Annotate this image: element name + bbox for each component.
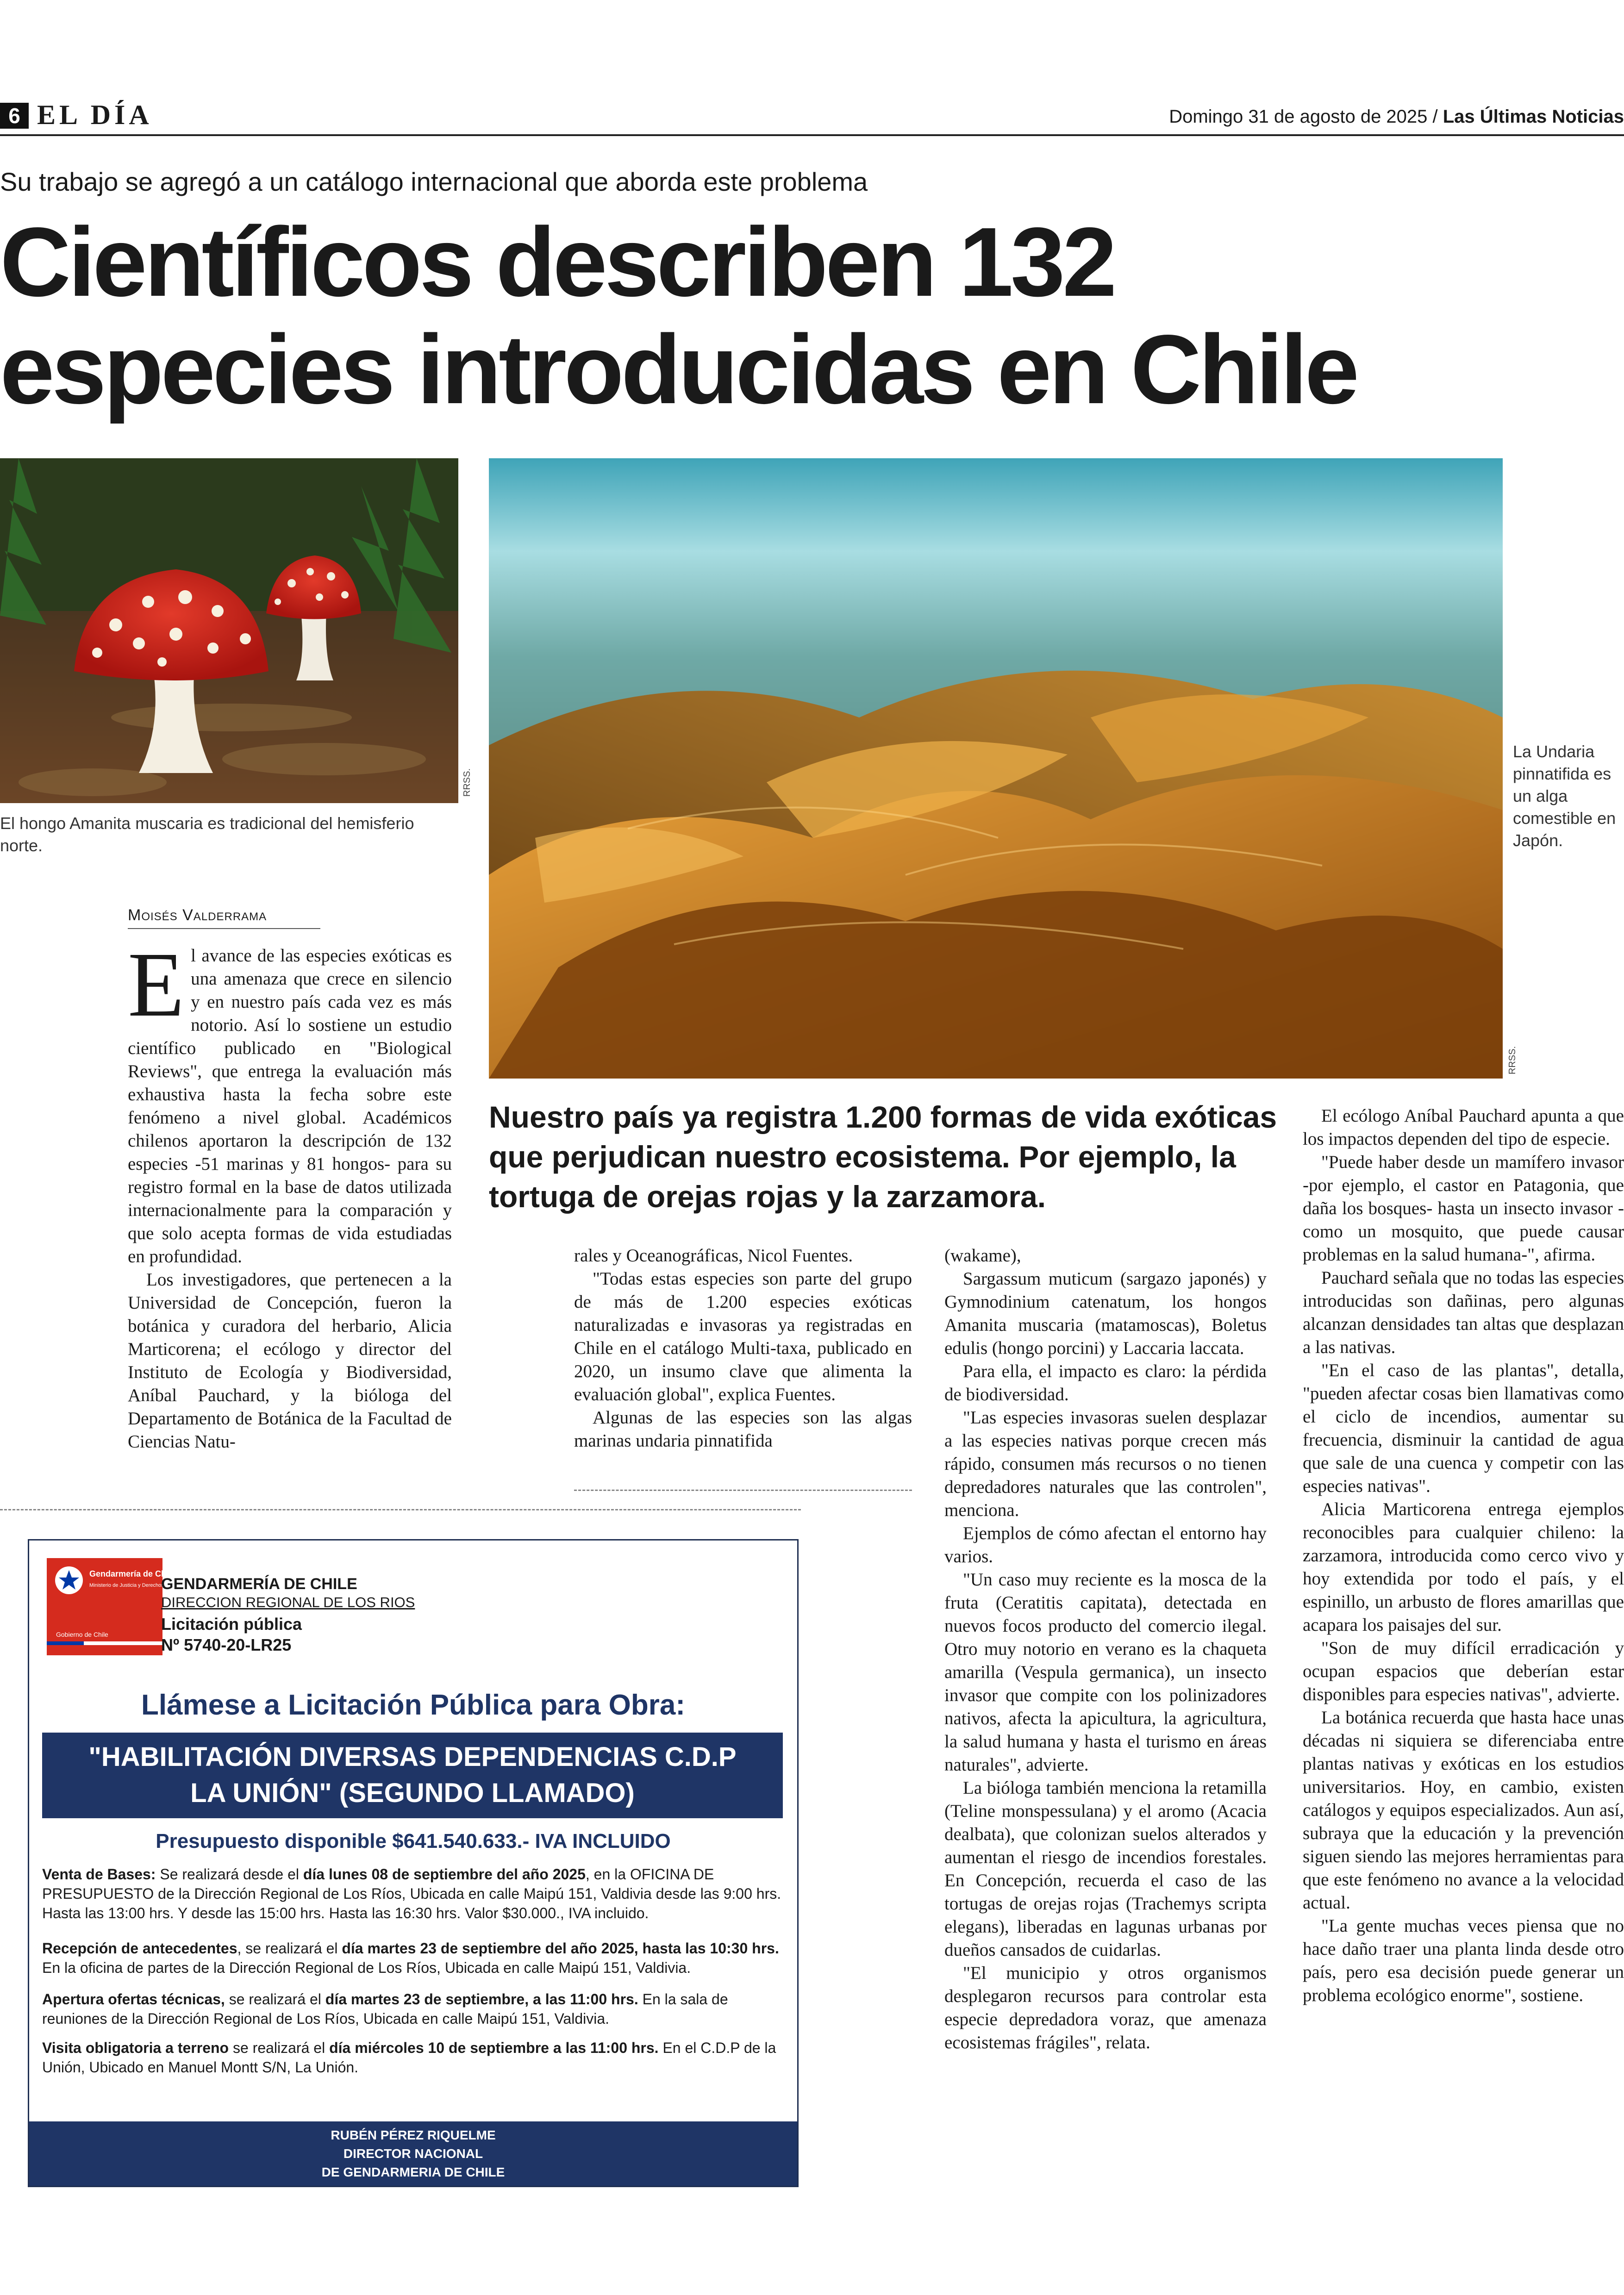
paragraph: Pauchard señala que no todas las especies introducidas son dañinas, pero algunas alcanzan densidades tan altas que desplazan a las nativas. (1303, 1268, 1624, 1357)
mushroom-illustration (0, 458, 458, 803)
paragraph: rales y Oceanográficas, Nicol Fuentes. (574, 1246, 853, 1266)
article-column-3 (944, 1244, 1267, 2054)
ad-project-banner (42, 1733, 783, 1818)
dropcap: E (128, 934, 185, 1036)
article-column-2 (574, 1244, 912, 1453)
signer-title: DE GENDARMERIA DE CHILE (321, 2165, 505, 2179)
headline: Científicos describen 132 especies introducidas en Chile (0, 207, 1357, 424)
ad-direction: DIRECCION REGIONAL DE LOS RIOS (161, 1594, 415, 1610)
photo-caption: El hongo Amanita muscaria es tradicional del hemisferio norte. (0, 814, 414, 855)
signer-name: RUBÉN PÉREZ RIQUELME (331, 2128, 496, 2142)
ad-text: , en la OFICINA DE PRESUPUESTO de la Dirección Regional de Los Ríos, Ubicada en calle Maipú 151, Valdivia desde las 9:00 hrs. Hasta las 13:00 hrs. Y desde las 15:00 hrs. Hasta las 16:30 hrs. Valor $30.000., IVA incluido. (42, 1866, 781, 1921)
logo-text: Gendarmería de Chile (89, 1569, 176, 1578)
paragraph: (wakame), (944, 1246, 1021, 1266)
ad-bold: día martes 23 de septiembre, a las 11:00 hrs. (325, 1991, 638, 2008)
ad-text: En la sala de reuniones de la Dirección Regional de Los Ríos, Ubicada en calle Maipú 151, Valdivia. (42, 1991, 728, 2027)
paragraph: "En el caso de las plantas", detalla, "pueden afectar cosas bien llamativas como el ciclo de incendios, aumentar su frecuencia, disminuir la cantidad de agua que sale de una cuenca y competir con las especies nativas". (1303, 1360, 1624, 1496)
tender-advertisement (28, 1539, 799, 2187)
photo-caption: La Undaria pinnatifida es un alga comestible en Japón. (1513, 742, 1616, 850)
logo-subtext: Ministerio de Justicia y Derechos Humanos (89, 1583, 187, 1588)
paragraph: Sargassum muticum (sargazo japonés) y Gymnodinium catenatum, los hongos Amanita muscaria (matamoscas), Boletus edulis (hongo porcini) y Laccaria laccata. (944, 1269, 1267, 1358)
ad-bold: día miércoles 10 de septiembre a las 11:00 hrs. (329, 2039, 659, 2056)
paragraph: Para ella, el impacto es claro: la pérdida de biodiversidad. (944, 1361, 1267, 1404)
photo-undaria-kelp (489, 458, 1503, 1079)
ad-opening (42, 1989, 783, 2028)
ad-bold: día lunes 08 de septiembre del año 2025 (303, 1866, 586, 1883)
kicker: Su trabajo se agregó a un catálogo internacional que aborda este problema (0, 167, 868, 196)
publication-name: Las Últimas Noticias (1443, 106, 1624, 127)
logo-government: Gobierno de Chile (56, 1631, 108, 1638)
ad-text: Se realizará desde el (156, 1866, 303, 1883)
byline-rule (128, 928, 320, 929)
ad-site-visit (42, 2038, 783, 2077)
deck-subheading: Nuestro país ya registra 1.200 formas de vida exóticas que perjudican nuestro ecosistema. Por ejemplo, la tortuga de orejas rojas y la zarzamora. (489, 1100, 1277, 1214)
dashed-separator (0, 1509, 801, 1510)
ad-reception (42, 1939, 783, 1977)
paragraph: "Puede haber desde un mamífero invasor -por ejemplo, el castor en Patagonia, que daña los bosques- hasta un insecto invasor -como un mosquito, que puede causar problemas en la salud humana-", afirma. (1303, 1152, 1624, 1265)
dashed-separator (574, 1490, 912, 1491)
photo-amanita-muscaria (0, 458, 458, 803)
gendarmeria-logo (47, 1558, 187, 1655)
ad-budget: Presupuesto disponible $641.540.633.- IVA INCLUIDO (156, 1830, 671, 1852)
ad-text: En el C.D.P de la Unión, Ubicado en Manuel Montt S/N, La Unión. (42, 2039, 776, 2076)
header-rule (0, 134, 1624, 136)
ad-label: Recepción de antecedentes (42, 1940, 237, 1957)
page-number: 6 (0, 103, 29, 129)
paragraph: Alicia Marticorena entrega ejemplos reconocibles para cualquier chileno: la zarzamora, introducida como cerco vivo y hoy extendida por todo el país, y el espinillo, un arbusto de flores amarillas que acapara los paisajes del sur. (1303, 1499, 1624, 1635)
ad-text: se realizará el (225, 1991, 325, 2008)
ad-label: Visita obligatoria a terreno (42, 2039, 229, 2056)
ad-bold: día martes 23 de septiembre del año 2025, hasta las 10:30 hrs. (342, 1940, 779, 1957)
article-column-1 (128, 934, 452, 1453)
ad-label: Venta de Bases: (42, 1866, 156, 1883)
ad-text: se realizará el (229, 2039, 330, 2056)
paragraph (128, 934, 452, 1268)
paragraph: "Todas estas especies son parte del grupo de más de 1.200 especies exóticas naturalizadas e invasoras ya registradas en Chile en el catálogo Multi-taxa, publicado en 2020, un insumo clave que alimenta la evaluación global", explica Fuentes. (574, 1269, 912, 1404)
ad-tender-number: Nº 5740-20-LR25 (161, 1635, 292, 1654)
paragraph: "El municipio y otros organismos desplegaron recursos para controlar esta especie depredadora voraz, que amenaza ecosistemas frágiles", relata. (944, 1963, 1267, 2052)
byline: Moisés Valderrama (128, 906, 267, 924)
banner-line: "HABILITACIÓN DIVERSAS DEPENDENCIAS C.D.P (88, 1742, 737, 1772)
paragraph: Ejemplos de cómo afectan el entorno hay varios. (944, 1523, 1267, 1566)
ad-bases-sale (42, 1865, 783, 1923)
dateline-separator: / (1427, 106, 1443, 127)
section-name: EL DÍA (37, 100, 153, 130)
paragraph: "Las especies invasoras suelen desplazar a las especies nativas porque crecen más rápido, consumen más recursos o no tienen depredadores naturales que las controlen", menciona. (944, 1408, 1267, 1520)
issue-date: Domingo 31 de agosto de 2025 (1169, 106, 1428, 127)
ad-call-heading: Llámese a Licitación Pública para Obra: (141, 1689, 685, 1721)
paragraph: "Un caso muy reciente es la mosca de la fruta (Ceratitis capitata), detectada en nuevos focos producto del comercio ilegal. Otro muy notorio en verano es la chaqueta amarilla (Vespula germanica), un insecto invasor que compite con los polinizadores nativos, afecta la apicultura, la agricultura, la salud humana y hasta el turismo en áreas naturales", advierte. (944, 1570, 1267, 1775)
ad-signature (29, 2121, 797, 2186)
photo-credit: RRSS. (462, 768, 472, 797)
ad-tender-type: Licitación pública (161, 1615, 302, 1634)
paragraph: "La gente muchas veces piensa que no hace daño traer una planta linda desde otro país, pero esa decisión puede generar un problema ecológico enorme", sostiene. (1303, 1916, 1624, 2005)
paragraph: El ecólogo Aníbal Pauchard apunta a que los impactos dependen del tipo de especie. (1303, 1106, 1624, 1149)
signer-title: DIRECTOR NACIONAL (343, 2146, 483, 2161)
ad-label: Apertura ofertas técnicas, (42, 1991, 225, 2008)
dateline (1169, 106, 1624, 127)
paragraph: La bióloga también menciona la retamilla (Teline monspessulana) y el aromo (Acacia dealbata), que colonizan suelos alterados y aumentan el riesgo de incendios forestales. En Concepción, recuerda el caso de las tortugas de orejas rojas (Trachemys scripta elegans), liberadas en lagunas urbanas por dueños cansados de cuidarlas. (944, 1778, 1267, 1960)
kelp-illustration (489, 458, 1503, 1079)
ad-organization: GENDARMERÍA DE CHILE (161, 1575, 357, 1593)
paragraph: "Son de muy difícil erradicación y ocupan espacios que deberían estar disponibles para especies nativas", advierte. (1303, 1638, 1624, 1704)
ad-text: En la oficina de partes de la Dirección Regional de Los Ríos, Ubicada en calle Maipú 151, Valdivia. (42, 1959, 691, 1976)
article-column-4 (1303, 1104, 1624, 2007)
ad-text: , se realizará el (237, 1940, 342, 1957)
paragraph: Los investigadores, que pertenecen a la Universidad de Concepción, fueron la botánica y curadora del herbario, Alicia Marticorena; el ecólogo y director del Instituto de Ecología y Biodiversidad, Aníbal Pauchard, y la bióloga del Departamento de Botánica de la Facultad de Ciencias Natu- (128, 1270, 452, 1452)
photo-credit: RRSS. (1507, 1046, 1518, 1075)
paragraph: La botánica recuerda que hasta hace unas décadas ni siquiera se diferenciaba entre plantas nativas y exóticas en los estudios universitarios. Hoy, en cambio, existen catálogos y equipos especializados. Aun así, subraya que la educación y la prevención siguen siendo las mejores herramientas para que este fenómeno no avance a la velocidad actual. (1303, 1708, 1624, 1913)
paragraph-text: l avance de las especies exóticas es una amenaza que crece en silencio y en nuestro país cada vez es más notorio. Así lo sostiene un estudio científico publicado en "Biological Reviews", que entrega la evaluación más exhaustiva hasta la fecha sobre este fenómeno a nivel global. Académicos chilenos aportaron la descripción de 132 especies -51 marinas y 81 hongos- para su registro formal en la base de datos utilizada internacionalmente para la comparación y que solo acepta formas de vida estudiadas en profundidad. (128, 946, 452, 1266)
paragraph: Algunas de las especies son las algas marinas undaria pinnatifida (574, 1408, 912, 1451)
chile-shield-icon (47, 1558, 187, 1655)
banner-line: LA UNIÓN" (SEGUNDO LLAMADO) (190, 1778, 635, 1808)
